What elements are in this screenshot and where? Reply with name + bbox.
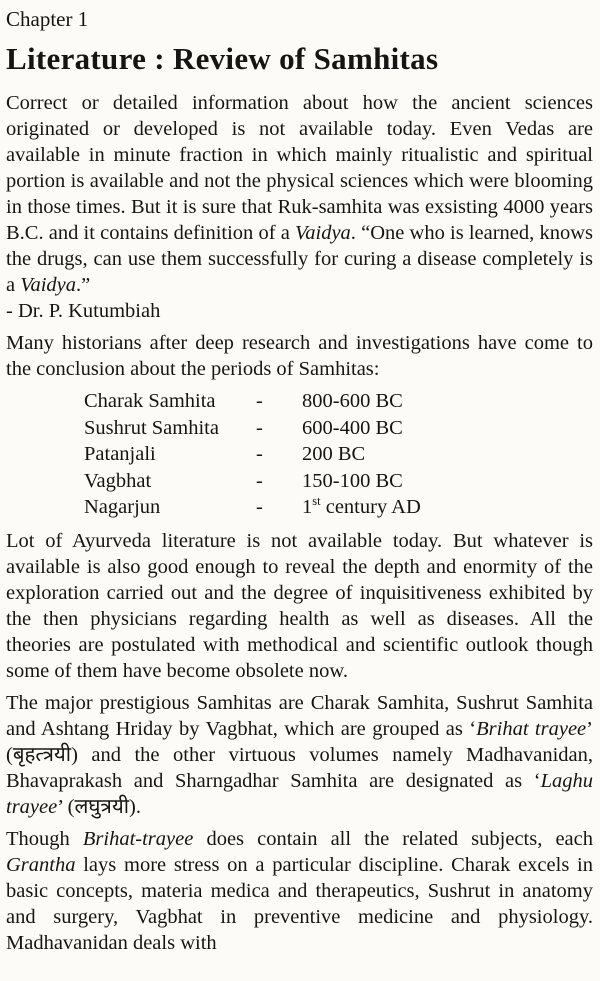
term-vaidya: Vaidya xyxy=(20,274,77,296)
period-value: 600-400 BC xyxy=(302,416,403,439)
term-vaidya: Vaidya xyxy=(295,222,351,244)
samhita-periods-table xyxy=(84,388,593,521)
period-row xyxy=(84,468,593,495)
quote-attribution: - Dr. P. Kutumbiah xyxy=(6,300,161,322)
text-run: .” xyxy=(76,274,91,296)
text-run-devanagari: ’ (लघुत्रयी). xyxy=(57,795,141,818)
period-row xyxy=(84,388,593,415)
term-grantha: Grantha xyxy=(6,853,76,876)
paragraph-intro xyxy=(6,90,593,298)
period-value: 200 BC xyxy=(302,443,366,465)
period-row xyxy=(84,415,593,442)
text-run: century AD xyxy=(320,496,421,518)
samhita-name: Nagarjun xyxy=(84,496,161,518)
period-value: 150-100 BC xyxy=(302,469,403,492)
ordinal-superscript: st xyxy=(312,494,321,509)
samhita-name: Charak Samhita xyxy=(84,390,216,412)
text-run-devanagari: ’ (बृहत्त्रयी) and the other virtuous volumes namely Madhavanidan, Bhavaprakash and Sharngadhar Samhita are designated as ‘ xyxy=(6,717,593,792)
term-laghu-trayee: Laghu trayee xyxy=(6,769,593,818)
samhita-name: Vagbhat xyxy=(84,469,152,492)
page-title: Literature : Review of Samhitas xyxy=(6,41,439,76)
text-run: lays more stress on a particular discipline. Charak excels in basic concepts, materia medica and therapeutics, Sushrut in anatomy and surgery, Vagbhat in preventive medicine and physiology. Madhavanidan deals with xyxy=(6,853,593,954)
dash-separator: - xyxy=(256,443,263,465)
dash-separator: - xyxy=(256,390,263,412)
samhita-name: Patanjali xyxy=(84,443,156,465)
text-run: The major prestigious Samhitas are Charak Samhita, Sushrut Samhita and Ashtang Hriday by Vagbhat, which are grouped as ‘ xyxy=(6,691,593,740)
dash-separator: - xyxy=(256,496,263,518)
chapter-label: Chapter 1 xyxy=(6,7,89,31)
dash-separator: - xyxy=(256,416,263,439)
paragraph-ayurveda-literature: Lot of Ayurveda literature is not available today. But whatever is available is also good enough to reveal the depth and enormity of the exploration carried out and the degree of inquisitiveness exhibited by the then physicians regarding health as well as diseases. All the theories are postulated with methodical and scientific outlook though some of them have become obsolete now. xyxy=(6,529,593,682)
period-row xyxy=(84,441,593,468)
samhita-name: Sushrut Samhita xyxy=(84,416,219,439)
text-run: 1 xyxy=(302,496,313,518)
term-brihat-trayee: Brihat-trayee xyxy=(82,827,194,850)
period-row xyxy=(84,494,593,521)
dash-separator: - xyxy=(256,469,263,492)
text-run: Correct or detailed information about how the ancient sciences originated or developed is not available today. Even Vedas are available in minute fraction in which mainly ritualistic and spiritual portion is available and not the physical sciences which were blooming in those times. But it is sure that Ruk-samhita was exsisting 4000 years B.C. and it contains definition of a xyxy=(6,92,593,244)
text-run: Though xyxy=(6,827,83,850)
period-value: 800-600 BC xyxy=(302,390,403,412)
text-run: does contain all the related subjects, each xyxy=(193,827,593,850)
period-value xyxy=(302,494,593,521)
text-run: . “One who is learned, knows the drugs, can use them successfully for curing a disease completely is a xyxy=(6,222,593,296)
paragraph-historians: Many historians after deep research and investigations have come to the conclusion about the periods of Samhitas: xyxy=(6,332,593,380)
paragraph-brihat-discussion xyxy=(6,826,593,956)
paragraph-major-samhitas xyxy=(6,690,593,820)
term-brihat-trayee: Brihat trayee xyxy=(476,717,587,740)
